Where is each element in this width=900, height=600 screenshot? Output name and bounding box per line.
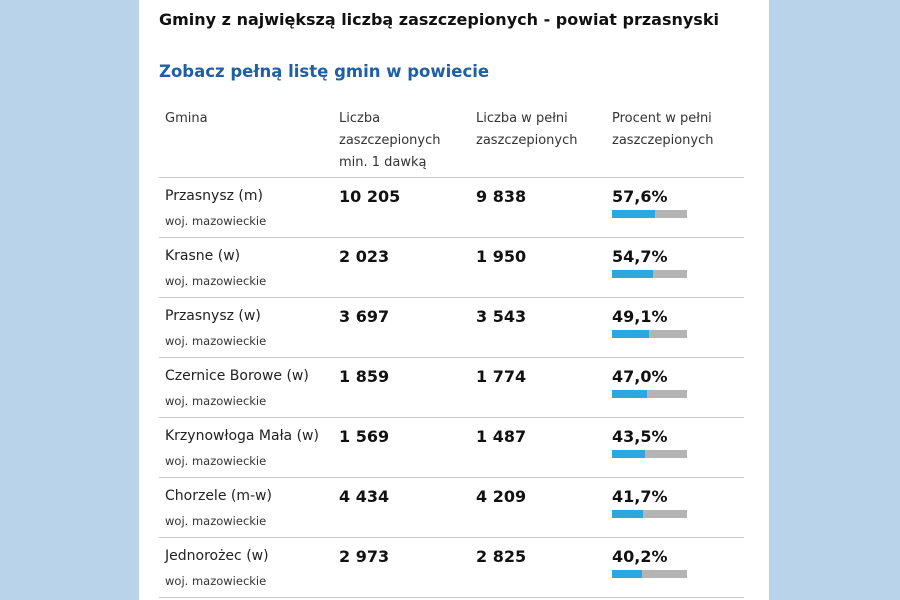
table-header — [159, 100, 744, 178]
percent-value: 40,2% — [612, 547, 668, 566]
header-gmina: Gmina — [165, 111, 208, 126]
full-value: 1 487 — [476, 427, 527, 446]
percent-bar — [612, 330, 687, 338]
percent-bar — [612, 210, 687, 218]
percent-bar-fill — [612, 510, 643, 518]
table-row — [159, 238, 744, 298]
table-row — [159, 178, 744, 238]
gmina-region: woj. mazowieckie — [165, 274, 267, 288]
gmina-region: woj. mazowieckie — [165, 574, 267, 588]
min1-value: 4 434 — [339, 487, 390, 506]
header-min1: Liczba zaszczepionych min. 1 dawką — [339, 111, 441, 170]
header-percent: Procent w pełni zaszczepionych — [612, 111, 714, 148]
percent-bar — [612, 510, 687, 518]
percent-value: 47,0% — [612, 367, 668, 386]
percent-bar — [612, 570, 687, 578]
percent-value: 43,5% — [612, 427, 668, 446]
full-list-link[interactable]: Zobacz pełną listę gmin w powiecie — [159, 62, 490, 81]
percent-bar-fill — [612, 570, 642, 578]
percent-bar-fill — [612, 390, 647, 398]
min1-value: 1 569 — [339, 427, 390, 446]
min1-value: 1 859 — [339, 367, 390, 386]
gmina-name: Chorzele (m-w) — [165, 488, 272, 504]
table-row — [159, 478, 744, 538]
min1-value: 2 023 — [339, 247, 390, 266]
percent-bar — [612, 390, 687, 398]
full-value: 1 774 — [476, 367, 527, 386]
gmina-name: Przasnysz (w) — [165, 308, 261, 324]
gmina-region: woj. mazowieckie — [165, 334, 267, 348]
gmina-name: Krzynowłoga Mała (w) — [165, 428, 319, 444]
percent-bar-fill — [612, 330, 649, 338]
percent-bar — [612, 450, 687, 458]
gmina-region: woj. mazowieckie — [165, 394, 267, 408]
page-title: Gminy z największą liczbą zaszczepionych - powiat przasnyski — [159, 10, 719, 29]
min1-value: 10 205 — [339, 187, 401, 206]
min1-value: 3 697 — [339, 307, 390, 326]
gmina-name: Jednorożec (w) — [165, 548, 269, 564]
content-panel — [139, 0, 769, 600]
full-value: 9 838 — [476, 187, 527, 206]
full-value: 4 209 — [476, 487, 527, 506]
table-row — [159, 358, 744, 418]
percent-value: 41,7% — [612, 487, 668, 506]
full-value: 2 825 — [476, 547, 527, 566]
vaccination-table — [159, 100, 744, 598]
percent-value: 57,6% — [612, 187, 668, 206]
gmina-region: woj. mazowieckie — [165, 454, 267, 468]
percent-value: 54,7% — [612, 247, 668, 266]
full-value: 1 950 — [476, 247, 527, 266]
table-row — [159, 418, 744, 478]
min1-value: 2 973 — [339, 547, 390, 566]
gmina-name: Czernice Borowe (w) — [165, 368, 309, 384]
gmina-region: woj. mazowieckie — [165, 214, 267, 228]
gmina-name: Krasne (w) — [165, 248, 241, 264]
table-row — [159, 298, 744, 358]
gmina-region: woj. mazowieckie — [165, 514, 267, 528]
percent-bar-fill — [612, 210, 655, 218]
table-row — [159, 538, 744, 598]
gmina-name: Przasnysz (m) — [165, 188, 263, 204]
percent-bar-fill — [612, 270, 653, 278]
percent-bar-fill — [612, 450, 645, 458]
percent-bar — [612, 270, 687, 278]
percent-value: 49,1% — [612, 307, 668, 326]
full-value: 3 543 — [476, 307, 527, 326]
header-full: Liczba w pełni zaszczepionych — [476, 111, 578, 148]
